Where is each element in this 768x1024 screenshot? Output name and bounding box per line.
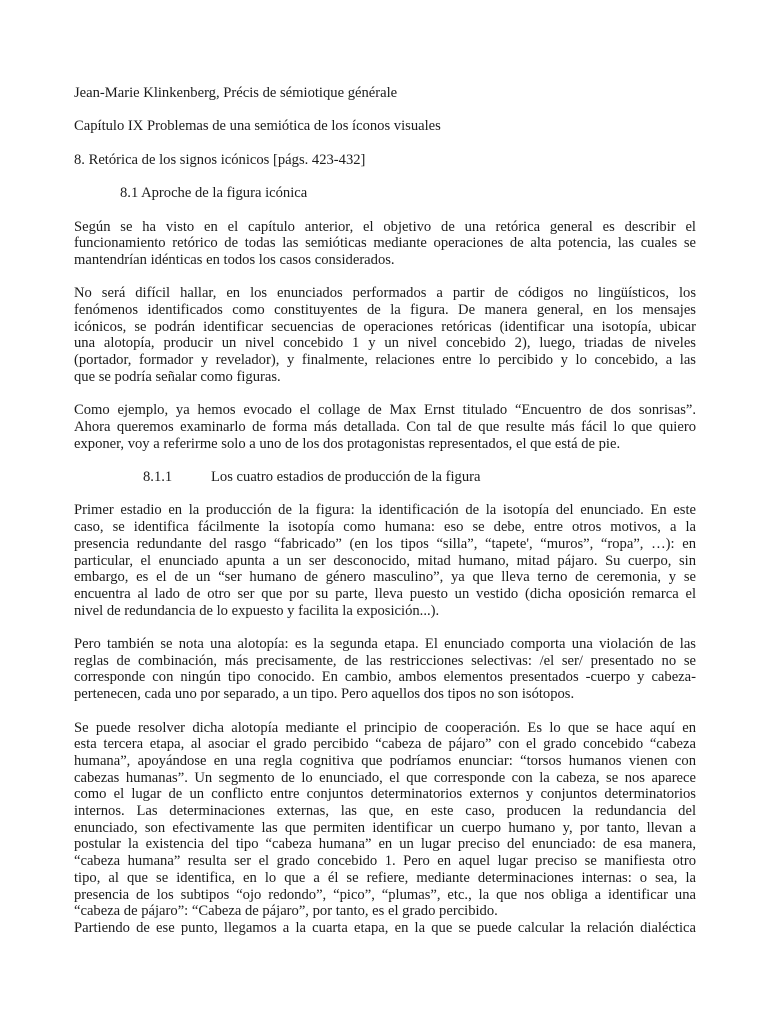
text-line: Pero también se nota una alotopía: es la segunda etapa. El enunciado comporta una violación de las (74, 636, 696, 653)
subsection-number: 8.1.1 (143, 469, 173, 486)
text-line: cabezas humanas”. Un segmento de lo enunciado, el que corresponde con la cabeza, se nos aparece (74, 769, 696, 786)
text-line: icónicos, se podrán identificar secuencias de operaciones retóricas (identificar una isotopía, ubicar (74, 318, 696, 335)
text-line: Primer estadio en la producción de la figura: la identificación de la isotopía del enunciado. En este (74, 502, 696, 519)
document-page (74, 85, 696, 937)
text-line: enunciado, son efectivamente las que permiten identificar un cuerpo humano y, por tanto, llevan a (74, 819, 696, 836)
text-line: corresponde con ningún tipo conocido. En cambio, ambos elementos presentados -cuerpo y cabeza- (74, 669, 696, 686)
text-line: esta tercera etapa, al asociar el grado percibido “cabeza de pájaro” con el grado concebido “cabeza (74, 736, 696, 753)
paragraph-3 (74, 402, 696, 452)
text-line: No será difícil hallar, en los enunciados performados a partir de códigos no lingüísticos, los (74, 285, 696, 302)
text-line: fenómenos identificados como constituyentes de la figura. De manera general, en los mensajes (74, 302, 696, 319)
text-line: presencia redundante del rasgo “fabricado” (en los tipos “silla”, “tapete', “muros”, “ropa”, …): en (74, 535, 696, 552)
paragraph-4 (74, 502, 696, 619)
text-line: nivel de redundancia de lo expuesto y facilita la exposición...). (74, 602, 440, 619)
chapter-title: Capítulo IX Problemas de una semiótica de los íconos visuales (74, 118, 441, 135)
text-line: particular, el enunciado apunta a un ser desconocido, mitad humano, mitad pájaro. Su cuerpo, sin (74, 552, 696, 569)
text-line: Partiendo de ese punto, llegamos a la cuarta etapa, en la que se puede calcular la relación dialéctica (74, 919, 696, 936)
paragraph-2 (74, 285, 696, 385)
paragraph-6 (74, 720, 696, 920)
text-line: “cabeza de pájaro”: “Cabeza de pájaro”, por tanto, es el grado percibido. (74, 903, 498, 920)
book-reference: Jean-Marie Klinkenberg, Précis de sémiotique générale (74, 85, 398, 101)
text-line: Como ejemplo, ya hemos evocado el collage de Max Ernst titulado “Encuentro de dos sonrisas”. (74, 402, 696, 419)
text-line: que se podría señalar como figuras. (74, 368, 281, 385)
section-heading: 8.1 Aproche de la figura icónica (120, 185, 308, 202)
text-line: exponer, voy a referirme solo a uno de los dos protagonistas representados, el que está de pie. (74, 435, 621, 452)
paragraph-7 (74, 920, 696, 937)
subsection-heading (74, 469, 696, 486)
text-line: Ahora queremos examinarlo de forma más detallada. Con tal de que resulte más fácil lo que quiero (74, 418, 696, 435)
text-line: una alotopía, producir un nivel concebido 1 y un nivel concebido 2), luego, triadas de niveles (74, 335, 696, 352)
text-line: embargo, es el de un “ser humano de género masculino”, ya que lleva terno de ceremonia, y se (74, 569, 696, 586)
text-line: presencia de los subtipos “ojo redondo”, “pico”, “plumas”, etc., la que nos obliga a identificar una (74, 886, 696, 903)
text-line: Se puede resolver dicha alotopía mediante el principio de cooperación. Es lo que se hace aquí en (74, 719, 696, 736)
text-line: encuentra al lado de otro ser que por su parte, lleva puesto un vestido (dicha oposición remarca el (74, 585, 696, 602)
text-line: pertenecen, cada uno por separado, a un tipo. Pero aquellos dos tipos no son isótopos. (74, 686, 575, 703)
section-title: 8. Retórica de los signos icónicos [págs. 423-432] (74, 151, 366, 168)
text-line: funcionamiento retórico de todas las semióticas mediante operaciones de alta potencia, las cuales se (74, 235, 696, 252)
text-line: “cabeza humana” resulta ser el grado concebido 1. Pero en aquel lugar preciso se manifiesta otro (74, 853, 696, 870)
text-line: tipo, al que se identifica, en lo que a él se refiere, mediante determinaciones internas: o sea, la (74, 869, 696, 886)
subsection-title: Los cuatro estadios de producción de la figura (211, 469, 481, 486)
text-line: (portador, formador y revelador), y finalmente, relaciones entre lo percibido y lo concebido, a las (74, 352, 696, 369)
text-line: humana”, apoyándose en una regla cognitiva que podríamos enunciar: “torsos humanos vienen con (74, 752, 696, 769)
text-line: mantendrían idénticas en todos los casos considerados. (74, 251, 395, 268)
text-line: internos. Las determinaciones externas, las que, en este caso, producen la redundancia del (74, 803, 696, 820)
paragraph-1 (74, 219, 696, 269)
paragraph-5 (74, 636, 696, 703)
text-line: caso, se identifica fácilmente la isotopía como humana: eso se debe, entre otros motivos, a la (74, 519, 696, 536)
text-line: como el lugar de un conflicto entre conjuntos determinatorios externos y conjuntos determinatorios (74, 786, 696, 803)
text-line: Según se ha visto en el capítulo anterior, el objetivo de una retórica general es describir el (74, 218, 696, 235)
text-line: postular la existencia del tipo “cabeza humana” en un lugar preciso del enunciado: de esa manera, (74, 836, 696, 853)
text-line: reglas de combinación, más precisamente, de las restricciones selectivas: /el ser/ presentado no se (74, 652, 696, 669)
